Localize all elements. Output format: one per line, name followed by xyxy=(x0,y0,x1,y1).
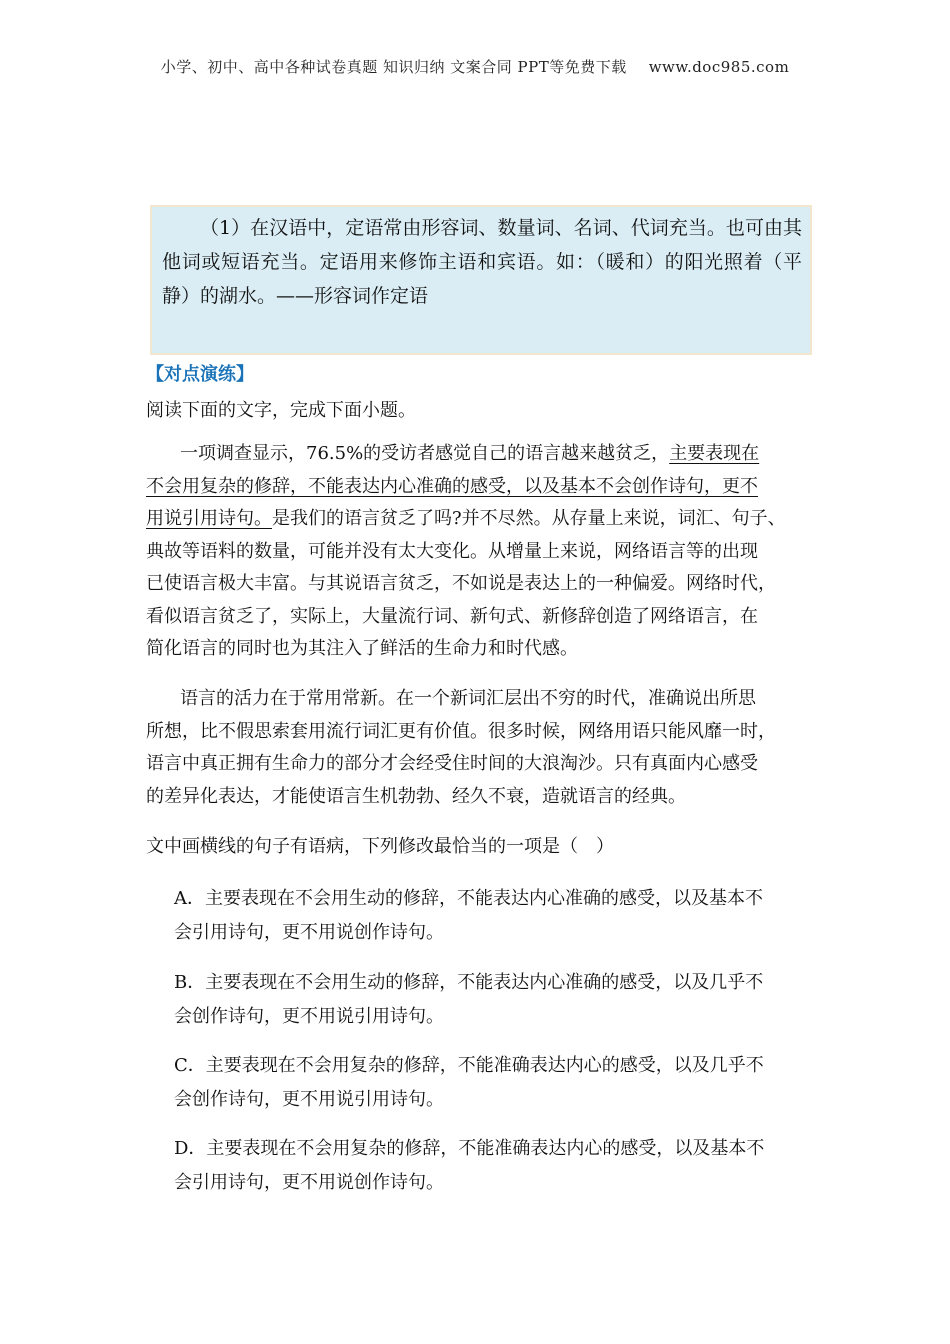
option-line: 会引用诗句，更不用说创作诗句。 xyxy=(174,1172,444,1193)
passage-line: 所想，比不假思索套用流行词汇更有价值。很多时候，网络用语只能风靡一时， xyxy=(146,720,776,742)
option-c[interactable] xyxy=(174,1049,810,1117)
header-text: 小学、初中、高中各种试卷真题 知识归纳 文案合同 PPT等免费下载 xyxy=(160,58,627,76)
passage-line: 语言的活力在于常用常新。在一个新词汇层出不穷的时代，准确说出所思 xyxy=(180,688,756,709)
underlined-sentence: 主要表现在 xyxy=(669,443,760,464)
header-site-url: www.doc985.com xyxy=(648,58,790,76)
note-text: （1）在汉语中，定语常由形容词、数量词、名词、代词充当。也可由其他词或短语充当。定语用来修饰主语和宾语。如：（暖和）的阳光照着（平静）的湖水。——形容词作定语 xyxy=(162,217,802,307)
note-box xyxy=(150,205,812,355)
section-title: 【对点演练】 xyxy=(146,364,254,385)
passage-text: 是我们的语言贫乏了吗?并不尽然。从存量上来说，词汇、句子、 xyxy=(272,508,786,529)
option-b[interactable] xyxy=(174,966,810,1034)
passage-paragraph-1 xyxy=(146,438,806,666)
option-line: C．主要表现在不会用复杂的修辞，不能准确表达内心的感受，以及几乎不 xyxy=(174,1055,764,1076)
passage-line: 简化语言的同时也为其注入了鲜活的生命力和时代感。 xyxy=(146,638,578,659)
option-line: 会创作诗句，更不用说引用诗句。 xyxy=(174,1089,444,1110)
option-line: 会引用诗句，更不用说创作诗句。 xyxy=(174,922,444,943)
passage-line: 已使语言极大丰富。与其说语言贫乏，不如说是表达上的一种偏爱。网络时代， xyxy=(146,573,776,594)
passage-text: 一项调查显示，76.5%的受访者感觉自己的语言越来越贫乏， xyxy=(180,443,670,464)
passage-line: 典故等语料的数量，可能并没有太大变化。从增量上来说，网络语言等的出现 xyxy=(146,540,758,562)
option-line: D．主要表现在不会用复杂的修辞，不能准确表达内心的感受，以及基本不 xyxy=(174,1138,765,1159)
passage-line: 的差异化表达，才能使语言生机勃勃、经久不衰，造就语言的经典。 xyxy=(146,785,686,807)
option-d[interactable] xyxy=(174,1132,810,1200)
passage-line xyxy=(146,503,806,536)
option-line: A．主要表现在不会用生动的修辞，不能表达内心准确的感受，以及基本不 xyxy=(174,888,763,909)
option-line: 会创作诗句，更不用说引用诗句。 xyxy=(174,1006,444,1027)
passage-paragraph-2 xyxy=(146,683,806,813)
underlined-sentence: 用说引用诗句。 xyxy=(146,508,272,529)
passage-line xyxy=(146,471,806,504)
passage-line: 看似语言贫乏了，实际上，大量流行词、新句式、新修辞创造了网络语言，在 xyxy=(146,605,758,627)
option-a[interactable] xyxy=(174,882,810,950)
page-header xyxy=(0,56,950,77)
option-line: B．主要表现在不会用生动的修辞，不能表达内心准确的感受，以及几乎不 xyxy=(174,972,764,993)
passage-line: 语言中真正拥有生命力的部分才会经受住时间的大浪淘沙。只有真面内心感受 xyxy=(146,753,758,774)
underlined-sentence: 不会用复杂的修辞，不能表达内心准确的感受，以及基本不会创作诗句，更不 xyxy=(146,475,758,497)
passage-line xyxy=(146,438,806,471)
question-stem: 文中画横线的句子有语病，下列修改最恰当的一项是（ ） xyxy=(146,836,614,857)
reading-instruction: 阅读下面的文字，完成下面小题。 xyxy=(146,400,416,421)
